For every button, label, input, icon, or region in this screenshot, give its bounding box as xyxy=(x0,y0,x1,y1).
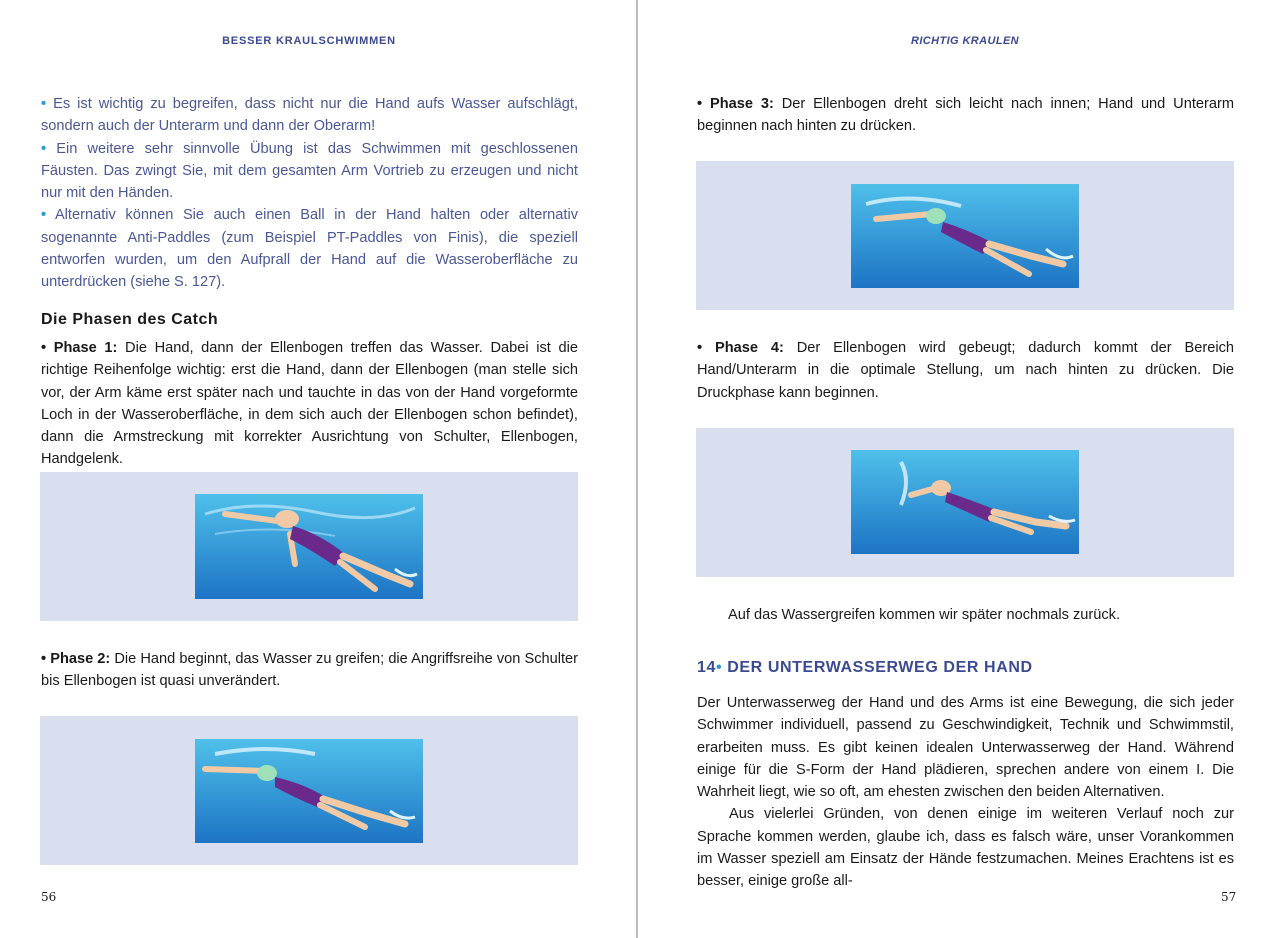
swimmer-phase3-illustration xyxy=(851,184,1079,288)
page-number-right: 57 xyxy=(1221,890,1237,904)
tips-list xyxy=(41,93,578,294)
running-head-left: BESSER KRAULSCHWIMMEN xyxy=(222,35,396,47)
section-heading: 14• DER UNTERWASSERWEG DER HAND xyxy=(697,659,1033,676)
phase4-text: Der Ellenbogen wird gebeugt; dadurch kommt der Bereich Hand/Unterarm in die optimale Stellung, um nach hinten zu drücken. Die Druckphase kann beginnen. xyxy=(697,340,1234,401)
figure-phase4 xyxy=(696,428,1234,577)
tip-item: • Alternativ können Sie auch einen Ball in der Hand halten oder alternativ sogenannte Anti-Paddles (zum Beispiel PT-Paddles von Finis), die speziell entworfen wurden, um den Aufprall der Hand auf die Wasseroberfläche zu unterdrücken (siehe S. 127). xyxy=(41,207,579,291)
body-paragraph: Der Unterwasserweg der Hand und des Arms ist eine Bewegung, die sich jeder Schwimmer individuell, passend zu Geschwindigkeit, Technik und Schwimmstil, erarbeiten muss. Es gibt keinen idealen Unterwasserweg der Hand. Während einige für die S-Form der Hand plädieren, sprechen andere von einem I. Die Wahrheit liegt, wie so oft, am ehesten zwischen den beiden Alternativen. xyxy=(697,695,1234,801)
phase2-text: Die Hand beginnt, das Wasser zu greifen; die Angriffsreihe von Schulter bis Ellenbogen ist quasi unverändert. xyxy=(41,651,579,690)
phase3-paragraph: • Phase 3: Der Ellenbogen dreht sich leicht nach innen; Hand und Unterarm beginnen nach hinten zu drücken. xyxy=(697,96,1234,135)
page-number-left: 56 xyxy=(41,890,57,904)
right-page xyxy=(638,0,1278,938)
figure-phase2 xyxy=(40,716,578,865)
phase4-label: Phase 4: xyxy=(714,340,784,356)
figure-phase1 xyxy=(40,472,578,621)
swimmer-phase2-illustration xyxy=(195,739,423,843)
phase1-paragraph: • Phase 1: Die Hand, dann der Ellenbogen treffen das Wasser. Dabei ist die richtige Reihenfolge wichtig: erst die Hand, dann der Ellenbogen (man stelle sich vor, der Arm käme erst später nach und tauchte in das von der Hand vorgeformte Loch in der Wasseroberfläche, in dem sich auch der Ellenbogen schon befindet), dann die Armstreckung mit korrekter Ausrichtung von Schulter, Ellenbogen, Handgelenk. xyxy=(41,340,578,468)
tip-item: • Ein weitere sehr sinnvolle Übung ist das Schwimmen mit geschlossenen Fäusten. Das zwingt Sie, mit dem gesamten Arm Vortrieb zu erzeugen und nicht nur mit den Händen. xyxy=(41,140,578,202)
swimmer-phase1-illustration xyxy=(195,494,423,599)
phase1-text: Die Hand, dann der Ellenbogen treffen das Wasser. Dabei ist die richtige Reihenfolge wichtig: erst die Hand, dann der Ellenbogen (man stelle sich vor, der Arm käme erst später nach und tauchte in das von der Hand vorgeformte Loch in der Wasseroberfläche, in dem sich auch der Ellenbogen schon befindet), dann die Armstreckung mit korrekter Ausrichtung von Schulter, Ellenbogen, Handgelenk. xyxy=(41,340,578,468)
phase3-label: Phase 3: xyxy=(710,96,774,112)
body-paragraph: Aus vielerlei Gründen, von denen einige im weiteren Verlauf noch zur Sprache kommen werden, glaube ich, dass es falsch wäre, unser Vorankommen im Wasser speziell am Einsatz der Hände festzumachen. Meines Erachtens ist es besser, einige große all- xyxy=(697,806,1234,890)
phase4-paragraph: • Phase 4: Der Ellenbogen wird gebeugt; dadurch kommt der Bereich Hand/Unterarm in die optimale Stellung, um nach hinten zu drücken. Die Druckphase kann beginnen. xyxy=(697,340,1234,401)
closing-note: Auf das Wassergreifen kommen wir später nochmals zurück. xyxy=(728,607,1121,623)
phase3-text: Der Ellenbogen dreht sich leicht nach innen; Hand und Unterarm beginnen nach hinten zu drücken. xyxy=(697,96,1234,135)
figure-phase3 xyxy=(696,161,1234,310)
left-page xyxy=(0,0,636,938)
swimmer-phase4-illustration xyxy=(851,450,1079,554)
phase1-label: Phase 1: xyxy=(53,340,118,356)
phase2-paragraph: • Phase 2: Die Hand beginnt, das Wasser zu greifen; die Angriffsreihe von Schulter bis Ellenbogen ist quasi unverändert. xyxy=(41,651,579,690)
phase2-label: Phase 2: xyxy=(50,651,111,667)
tip-item: • Es ist wichtig zu begreifen, dass nicht nur die Hand aufs Wasser aufschlägt, sondern auch der Unterarm und dann der Oberarm! xyxy=(41,96,578,135)
running-head-right: RICHTIG KRAULEN xyxy=(910,35,1020,47)
subheading: Die Phasen des Catch xyxy=(41,311,219,328)
body-text xyxy=(697,692,1234,893)
section-title: DER UNTERWASSERWEG DER HAND xyxy=(727,659,1033,676)
section-number: 14 xyxy=(697,659,716,676)
